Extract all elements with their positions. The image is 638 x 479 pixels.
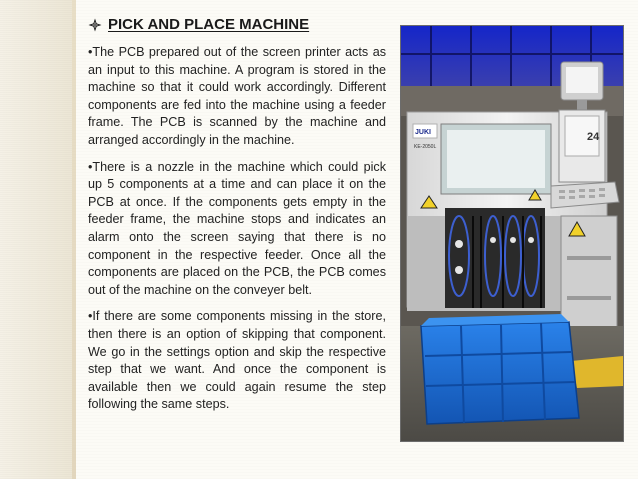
machine-brand-label: JUKI: [415, 129, 431, 136]
slide-title: [88, 15, 386, 35]
paragraph-3: •If there are some components missing in the store, then there is an option of skipping that component. We go in the settings option and skip the respective step that we want. And once the component is available then we could again resume the step following the same steps.: [88, 309, 386, 412]
machine-photo-illustration: [401, 26, 623, 441]
blue-crate: [421, 314, 579, 424]
panel-number: 24: [587, 131, 600, 143]
left-decor-line: [72, 0, 76, 479]
feeder-reels: [445, 208, 545, 308]
machine-model-label: KE-2050L: [414, 144, 437, 150]
paragraph-1: •The PCB prepared out of the screen printer acts as an input to this machine. A program is stored in the machine so that it could work accordingly. Different components are fed into the machine using a feeder frame. The PCB is scanned by the machine and arranged accordingly in the machine.: [88, 45, 386, 147]
diamond-bullet-icon: [88, 18, 102, 32]
slide-title-text: PICK AND PLACE MACHINE: [108, 16, 310, 33]
machine-photo: [400, 25, 624, 442]
left-decor-band: [0, 0, 72, 479]
slide-content: [88, 15, 386, 423]
floor-tape: [571, 356, 623, 388]
paragraph-2: •There is a nozzle in the machine which could pick up 5 components at a time and can place it on the PCB at once. If the components gets empty in the feeder frame, the machine stops and indicates an alarm onto the screen saying that there is no component in the respective feeder. Once all the components are placed on the PCB, the PCB comes out of the machine on the conveyer belt.: [88, 159, 386, 297]
